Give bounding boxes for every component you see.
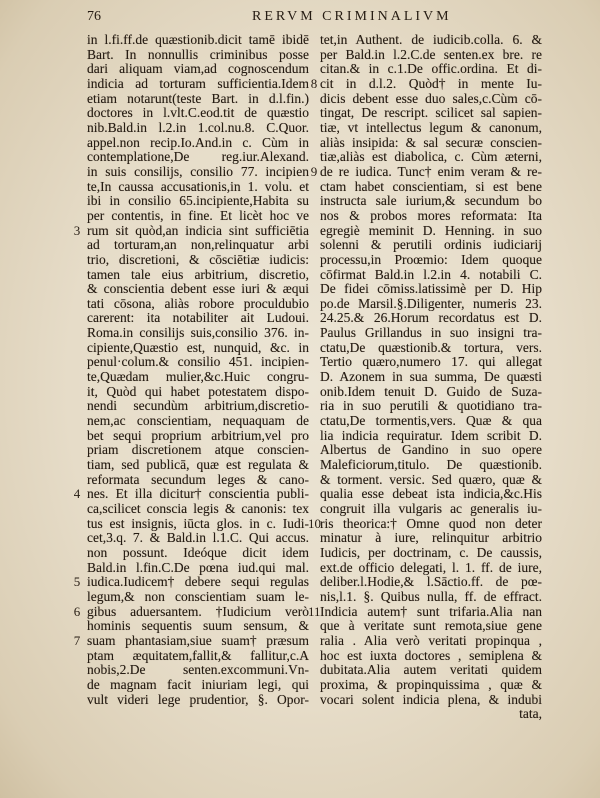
line-text: nem,ac conscientiam, nequaquam de	[87, 413, 309, 429]
line-text: te,Quædam mulier,&c.Huic congru-	[87, 369, 309, 385]
text-line	[87, 502, 309, 517]
text-line-final	[320, 707, 542, 722]
text-line	[87, 165, 309, 180]
line-text: D. Azonem in sua summa, De quæsti	[320, 369, 542, 385]
line-text: Maleficiorum,titulo. De quæstionib.	[320, 457, 542, 473]
text-line	[87, 370, 309, 385]
line-text: nis,l.1. §. Quibus nulla, ff. de effract.	[320, 588, 542, 604]
margin-note-number: 3	[73, 222, 81, 238]
text-line	[320, 297, 542, 312]
line-text: Roma.in consilijs suis,consilio 376. in-	[87, 325, 309, 341]
text-line	[320, 355, 542, 370]
text-line	[320, 590, 542, 605]
line-text: in suis consilijs, consilio 77. incipien	[87, 163, 309, 179]
line-text: tata,	[519, 706, 542, 722]
line-text: rum sit quòd,an indicia sint sufficiētia	[87, 222, 309, 238]
line-text: & torment. versic. Sed quæro, quæ &	[320, 471, 542, 487]
line-text: minatur à iure, relinquitur arbitrio	[320, 530, 542, 546]
text-line	[320, 443, 542, 458]
text-line	[320, 385, 542, 400]
text-line	[73, 603, 309, 620]
text-line	[320, 429, 542, 444]
line-text: instructa sale iurium,& secundum bo	[320, 193, 542, 209]
text-line	[87, 48, 309, 63]
line-text: dari aliquam viam,ad cognoscendum	[87, 61, 309, 77]
line-text: ptam æquitatem,fallit,& fallitur,c.A	[87, 647, 309, 663]
text-line	[87, 458, 309, 473]
margin-note-number: 11	[308, 603, 321, 619]
text-line	[320, 663, 542, 678]
line-text: vult videri lege prudentior, §. Opor-	[87, 691, 309, 707]
line-text: in l.fi.ff.de quæstionib.dicit tamē ibidē	[87, 32, 309, 47]
text-line	[87, 77, 309, 92]
text-line	[87, 414, 309, 429]
line-text: ria in suo perutili & quotidiano tra-	[320, 398, 542, 414]
text-line	[320, 194, 542, 209]
line-text: solenni & perutili ordinis iudiciarij	[320, 237, 542, 253]
line-text: Tertio quæro,numero 17. qui allegat	[320, 354, 542, 370]
line-text: indicia ad torturam sufficientia.Idem	[87, 75, 309, 91]
line-text: nos & probos mores reformata: Ita	[320, 207, 542, 223]
line-text: dubitata.Alia autem veritati quidem	[320, 662, 542, 678]
text-line	[320, 634, 542, 649]
line-text: Iudicis, per doctrinam, c. De caussis,	[320, 544, 542, 560]
line-text: vocari solent indicia plena, & indubi	[320, 691, 542, 707]
line-text: reformata secundum leges & cano-	[87, 471, 309, 487]
line-text: bet sequi proprium arbitrium,vel pro	[87, 427, 309, 443]
line-text: tingat, De rescript. scilicet sal sapien-	[320, 105, 542, 121]
line-text: iudica.Iudicem† debere sequi regulas	[87, 574, 309, 590]
text-line	[73, 486, 309, 502]
line-text: legum,& non conscientiam suam le-	[87, 588, 309, 604]
line-text: gibus aduersantem. †Iudicium verò	[87, 603, 309, 619]
text-line	[320, 546, 542, 561]
text-line	[87, 33, 309, 48]
text-line	[87, 106, 309, 121]
margin-note-number: 4	[73, 486, 81, 502]
line-text: ext.de officio delegati, l. 1. ff. de iure,	[320, 559, 542, 575]
text-line	[320, 414, 542, 429]
margin-note-number: 10	[308, 515, 321, 531]
text-line	[73, 632, 309, 649]
text-line	[320, 502, 542, 517]
text-line	[87, 136, 309, 151]
text-line	[320, 136, 542, 151]
text-line	[320, 121, 542, 136]
line-text: 24.25.& 26.Horum recordatus est D.	[320, 310, 542, 326]
line-text: non possunt. Ideóque dicit idem	[87, 544, 309, 560]
text-line	[320, 561, 542, 576]
text-line	[87, 678, 309, 693]
text-line	[320, 487, 542, 502]
text-line	[87, 297, 309, 312]
text-line	[320, 341, 542, 356]
text-line	[87, 385, 309, 400]
text-line	[87, 326, 309, 341]
line-text: cōfirmat Bald.in l.2.in 4. notabili C.	[320, 266, 542, 282]
text-line	[320, 473, 542, 488]
line-text: citan.& in c.1.De offic.ordina. Et di-	[320, 61, 542, 77]
line-text: tus est insignis, iūcta glos. in c. Iudi-	[87, 515, 309, 531]
line-text: hominis sequentis suum sensum, &	[87, 618, 309, 634]
line-text: ad torturam,an non,relinquatur arbi	[87, 237, 309, 253]
line-text: congruit illa vulgaris ac generalis iu-	[320, 501, 542, 516]
line-text: etiam notarunt(teste Bart. in d.l.fin.)	[87, 90, 309, 106]
text-line	[320, 575, 542, 590]
text-line	[320, 224, 542, 239]
line-text: po.de Marsil.§.Diligenter, numeris 23.	[320, 295, 542, 311]
line-text: ctatu,De tormentis,vers. Quæ & qua	[320, 413, 542, 429]
text-line	[87, 443, 309, 458]
line-text: Indicia autem† sunt trifaria.Alia nan	[320, 603, 542, 619]
text-line	[87, 121, 309, 136]
line-text: Albertus de Gandino in suo opere	[320, 442, 542, 458]
line-text: per contentis, in fine. Et licèt hoc ve	[87, 207, 309, 223]
line-text: nib.Bald.in l.2.in 1.col.nu.8. C.Quor.	[87, 119, 309, 135]
text-line	[310, 75, 542, 92]
line-text: ibi in consilio 65.incipiente,Habita su	[87, 193, 309, 209]
right-text-column	[308, 32, 542, 722]
text-line	[320, 92, 542, 107]
text-line	[87, 180, 309, 195]
text-line	[320, 62, 542, 77]
text-line	[320, 106, 542, 121]
text-line	[320, 326, 542, 341]
text-line	[87, 429, 309, 444]
line-text: ralia . Alia verò veritati propinqua ,	[320, 632, 542, 648]
line-text: tati cōsona, aliàs robore proculdubio	[87, 295, 309, 311]
text-line	[87, 399, 309, 414]
text-line	[87, 619, 309, 634]
line-text: de re iudica. Tunc† enim veram & re-	[320, 163, 542, 179]
line-text: penul·colum.& consilio 451. incipien-	[87, 354, 309, 370]
text-line	[320, 209, 542, 224]
line-text: qualia esse debeat ista indicia,&c.His	[320, 486, 542, 502]
text-line	[320, 649, 542, 664]
line-text: Bart. In nonnullis criminibus posse	[87, 46, 309, 62]
text-line	[87, 531, 309, 546]
line-text: tiam, sed publicā, quæ est regulata &	[87, 457, 309, 473]
line-text: tet,in Authent. de iudicib.colla. 6. &	[320, 32, 542, 47]
line-text: hoc est iuxta doctores , semiplena &	[320, 647, 542, 663]
text-line	[308, 515, 542, 532]
text-line	[87, 663, 309, 678]
line-text: ris theorica:† Omne quod non deter	[320, 515, 542, 531]
margin-note-number: 9	[310, 163, 318, 179]
margin-note-number: 6	[73, 603, 81, 619]
text-line	[320, 531, 542, 546]
text-line	[87, 268, 309, 283]
text-line	[320, 238, 542, 253]
text-line	[87, 194, 309, 209]
line-text: cet,3.q. 7. & Bald.in l.1.C. Qui accus.	[87, 530, 309, 546]
text-line	[87, 282, 309, 297]
line-text: ctatu,De quæstionib.& tortura, vers.	[320, 339, 542, 355]
margin-note-number: 7	[73, 632, 81, 648]
line-text: lia indicia requiratur. Idem scribit D.	[320, 427, 542, 443]
line-text: trio, discretioni, & cōsciētiæ iudicis:	[87, 251, 309, 267]
text-line	[87, 341, 309, 356]
line-text: aliàs insipida: & sal securæ conscien-	[320, 134, 542, 150]
line-text: per Bald.in l.2.C.de senten.ex bre. re	[320, 46, 542, 62]
left-text-column	[73, 32, 309, 707]
text-line	[320, 268, 542, 283]
running-head: RERVM CRIMINALIVM	[252, 9, 452, 24]
text-line	[320, 370, 542, 385]
line-text: nes. Et illa dicitur† conscientia publi-	[87, 486, 309, 502]
line-text: suam phantasiam,siue suam† præsum	[87, 632, 309, 648]
text-line	[87, 473, 309, 488]
text-line	[87, 209, 309, 224]
line-text: it, Quòd qui habet potestatem dispo-	[87, 383, 309, 399]
text-line	[320, 180, 542, 195]
text-line	[87, 150, 309, 165]
text-line	[87, 546, 309, 561]
line-text: te,In caussa accusationis,in 1. volu. et	[87, 178, 309, 194]
line-text: nendi secundùm arbitrium,discretio-	[87, 398, 309, 414]
text-line	[87, 311, 309, 326]
text-line	[87, 238, 309, 253]
text-line	[87, 649, 309, 664]
line-text: De fidei cōmiss.latissimè per D. Hip	[320, 281, 542, 297]
line-text: processu,in Proœmio: Idem quoque	[320, 251, 542, 267]
text-line	[87, 693, 309, 708]
line-text: tamen tale eius arbitrium, discretio,	[87, 266, 309, 282]
text-line	[87, 253, 309, 268]
text-line	[320, 619, 542, 634]
page-number: 76	[87, 9, 101, 24]
text-line	[87, 355, 309, 370]
line-text: priam discretionem atque conscien-	[87, 442, 309, 458]
text-line	[320, 311, 542, 326]
line-text: ctam habet conscientiam, si est bene	[320, 178, 542, 194]
text-line	[320, 253, 542, 268]
line-text: que à veritate sunt remota,siue gene	[320, 618, 542, 634]
line-text: contemplatione,De reg.iur.Alexand.	[87, 149, 309, 165]
text-line	[320, 150, 542, 165]
text-line	[320, 458, 542, 473]
line-text: tiæ,aliàs est diabolica, c. Cùm æterni,	[320, 149, 542, 165]
line-text: de magnam facit iniuriam legi, qui	[87, 676, 309, 692]
text-line	[320, 282, 542, 297]
line-text: doctores in l.vlt.C.eod.tit de quæstio	[87, 105, 309, 121]
text-line	[310, 163, 542, 180]
line-text: onib.Idem tenuit D. Guido de Suza-	[320, 383, 542, 399]
text-line	[320, 33, 542, 48]
margin-note-number: 5	[73, 574, 81, 590]
text-line	[320, 399, 542, 414]
line-text: cit in d.l.2. Quòd† in mente Iu-	[320, 75, 542, 91]
line-text: tiæ, vt intellectus legum & canonum,	[320, 119, 542, 135]
text-line	[73, 222, 309, 239]
text-line	[308, 603, 542, 620]
line-text: dicis debent esse duo sales,c.Cùm cō-	[320, 90, 542, 106]
line-text: appel.non recip.Io.And.in c. Cùm in	[87, 134, 309, 150]
line-text: deliber.l.Hodie,& l.Sāctio.ff. de pœ-	[320, 574, 542, 590]
line-text: ca,scilicet conscia legis & canonis: tex	[87, 501, 309, 516]
line-text: egregiè meminit D. Henning. in suo	[320, 222, 542, 238]
line-text: Paulus Grillandus in suo insigni tra-	[320, 325, 542, 341]
text-line	[73, 574, 309, 590]
line-text: nobis,2.De senten.excommuni.Vn-	[87, 662, 309, 678]
margin-note-number: 8	[310, 75, 318, 91]
text-line	[320, 693, 542, 708]
line-text: cipiente,Quæstio est, nunquid, &c. in	[87, 339, 309, 355]
text-line	[87, 517, 309, 532]
text-line	[87, 561, 309, 576]
text-line	[320, 48, 542, 63]
line-text: carerent: ita notabiliter ait Ludoui.	[87, 310, 309, 326]
text-line	[87, 590, 309, 605]
text-line	[87, 92, 309, 107]
line-text: Bald.in l.fin.C.De pœna iud.qui mal.	[87, 559, 309, 575]
line-text: & conscientia debent esse iuri & æqui	[87, 281, 309, 297]
text-line	[87, 62, 309, 77]
text-line	[320, 678, 542, 693]
line-text: proxima, & propinquissima , quæ &	[320, 676, 542, 692]
